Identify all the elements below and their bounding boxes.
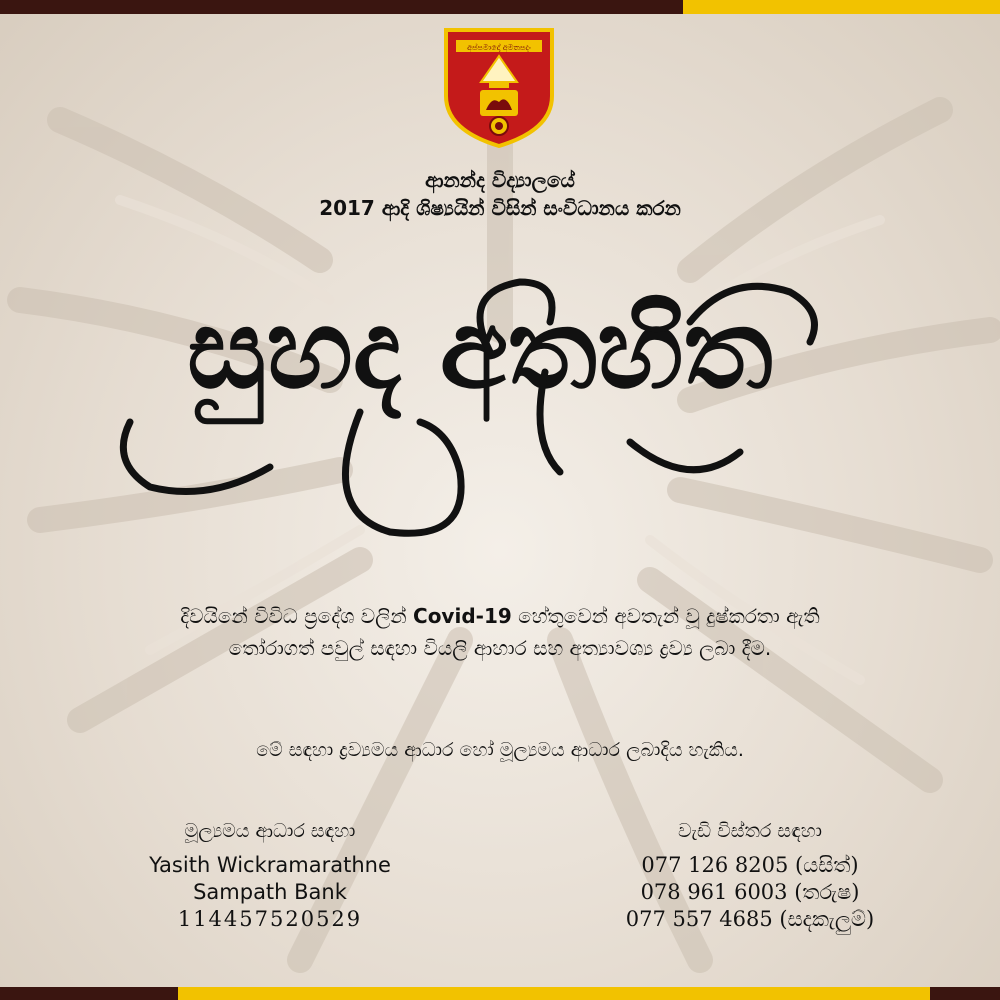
header-line-2: 2017 ආදි ශිෂ්‍යයින් විසින් සංවිධානය කරන [319,196,681,220]
donation-heading: මූල්‍යමය ආධාර සඳහා [184,820,356,842]
contact-phone: 078 961 6003 (තරුෂ) [640,880,860,904]
bottom-bar-dark-right [930,987,1000,1000]
description-line-2: තෝරාගත් පවුල් සඳහා වියලි ආහාර සහ අත්‍යාවශ්‍ය ද්‍රව්‍ය ලබා දීම. [228,636,772,660]
top-bar-gold [683,0,1000,14]
support-note: මේ සඳහා ද්‍රව්‍යමය ආධාර හෝ මූල්‍යමය ආධාර ලබාදිය හැකිය. [256,739,744,761]
bank-name: Sampath Bank [193,880,347,904]
header-line-1: ආනන්ද විද්‍යාලයේ [425,168,575,192]
description [0,600,1000,664]
account-number: 114457520529 [177,907,363,931]
title-text: සුහද අතහිත [187,285,773,413]
contact-phone: 077 557 4685 (සදකැලුම්) [625,907,875,931]
donation-section [100,820,440,933]
contact-section [570,820,930,933]
title-calligraphy [90,262,870,562]
top-bar-dark [0,0,683,14]
bottom-bar-gold [178,987,930,1000]
bottom-bar-dark-left [0,987,178,1000]
school-crest-icon [442,26,556,148]
contact-heading: වැඩි විස්තර සඳහා [678,820,822,842]
covid-label: Covid-19 [413,604,512,628]
description-line-1: දිවයිනේ විවිධ ප්‍රදේශ වලින් Covid-19 හේතුවෙන් අවතැන් වූ දුෂ්කරතා ඇති [180,604,820,628]
crest-motto: අප්පමාදෝ අමතපදං [467,43,531,52]
contact-phone: 077 126 8205 (යසිත්) [641,853,859,877]
donor-name: Yasith Wickramarathne [149,853,391,877]
